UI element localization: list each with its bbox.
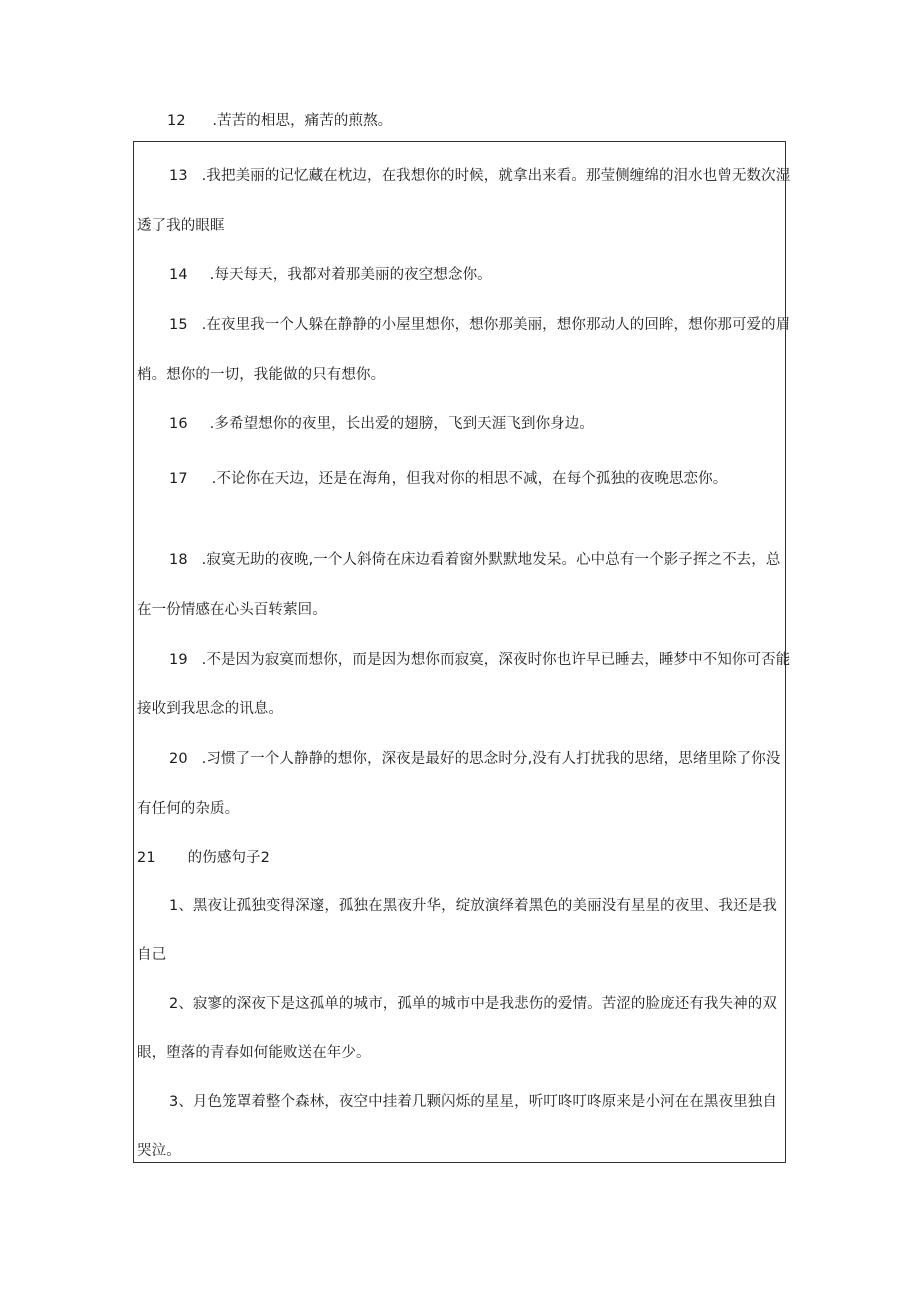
section-title: 的伤感句子2 [187, 850, 270, 866]
item-text: 在一份情感在心头百转萦回。 [137, 602, 327, 618]
section-heading [137, 848, 270, 868]
sub-item-1 [169, 896, 777, 916]
item-text: 透了我的眼眶 [137, 218, 225, 234]
list-item-15-continued [137, 365, 385, 385]
item-number: 17 [169, 471, 188, 487]
item-text: 3、月色笼罩着整个森林，夜空中挂着几颗闪烁的星星，听叮咚叮咚原来是小河在在黑夜里独自 [169, 1094, 777, 1110]
list-item-16 [169, 414, 594, 434]
list-item-15 [169, 315, 790, 335]
sub-item-2 [169, 994, 777, 1014]
item-number: 15 [169, 317, 188, 333]
list-item-13-continued [137, 216, 225, 236]
item-number: 20 [169, 751, 188, 767]
list-item-18 [169, 550, 780, 570]
item-text: .不论你在天边，还是在海角，但我对你的相思不减，在每个孤独的夜晚思恋你。 [211, 471, 728, 487]
list-item-19-continued [137, 699, 283, 719]
item-number: 13 [169, 168, 188, 184]
sub-item-1-continued [137, 945, 166, 965]
item-text: .苦苦的相思，痛苦的煎熬。 [212, 113, 393, 129]
list-item-20 [169, 749, 780, 769]
item-text: .寂寞无助的夜晚,一个人斜倚在床边看着窗外默默地发呆。心中总有一个影子挥之不去，总 [201, 552, 781, 568]
item-number: 18 [169, 552, 188, 568]
list-item-18-continued [137, 600, 327, 620]
item-text: .我把美丽的记忆藏在枕边，在我想你的时候，就拿出来看。那莹侧缠绵的泪水也曾无数次湿 [201, 168, 791, 184]
item-text: 梢。想你的一切，我能做的只有想你。 [137, 367, 386, 383]
list-item-13 [169, 166, 790, 186]
item-text: 2、寂寥的深夜下是这孤单的城市，孤单的城市中是我悲伤的爱情。苦涩的脸庞还有我失神的双 [169, 996, 777, 1012]
item-text: .在夜里我一个人躲在静静的小屋里想你，想你那美丽，想你那动人的回眸，想你那可爱的眉 [201, 317, 791, 333]
section-number: 21 [137, 850, 156, 866]
sub-item-3 [169, 1092, 777, 1112]
item-text: 1、黑夜让孤独变得深邃，孤独在黑夜升华，绽放演绎着黑色的美丽没有星星的夜里、我还是我 [169, 898, 777, 914]
item-number: 12 [167, 113, 186, 129]
item-text: .习惯了一个人静静的想你，深夜是最好的思念时分,没有人打扰我的思绪，思绪里除了你没 [201, 751, 781, 767]
list-item-17 [169, 469, 727, 489]
item-number: 16 [169, 416, 188, 432]
item-text: .不是因为寂寞而想你，而是因为想你而寂寞，深夜时你也许早已睡去，睡梦中不知你可否能 [201, 652, 791, 668]
list-item-20-continued [137, 799, 239, 819]
list-item-19 [169, 650, 790, 670]
sub-item-3-continued [137, 1141, 181, 1161]
list-item-14 [169, 265, 492, 285]
item-text: .每天每天，我都对着那美丽的夜空想念你。 [209, 267, 492, 283]
sub-item-2-continued [137, 1043, 371, 1063]
list-item-12 [167, 111, 392, 131]
item-text: 眼，堕落的青春如何能败送在年少。 [137, 1045, 371, 1061]
item-number: 14 [169, 267, 188, 283]
item-text: 接收到我思念的讯息。 [137, 701, 283, 717]
item-text: 自己 [137, 947, 167, 963]
item-text: .多希望想你的夜里，长出爱的翅膀，飞到天涯飞到你身边。 [209, 416, 594, 432]
item-number: 19 [169, 652, 188, 668]
item-text: 有任何的杂质。 [137, 801, 240, 817]
item-text: 哭泣。 [137, 1143, 181, 1159]
